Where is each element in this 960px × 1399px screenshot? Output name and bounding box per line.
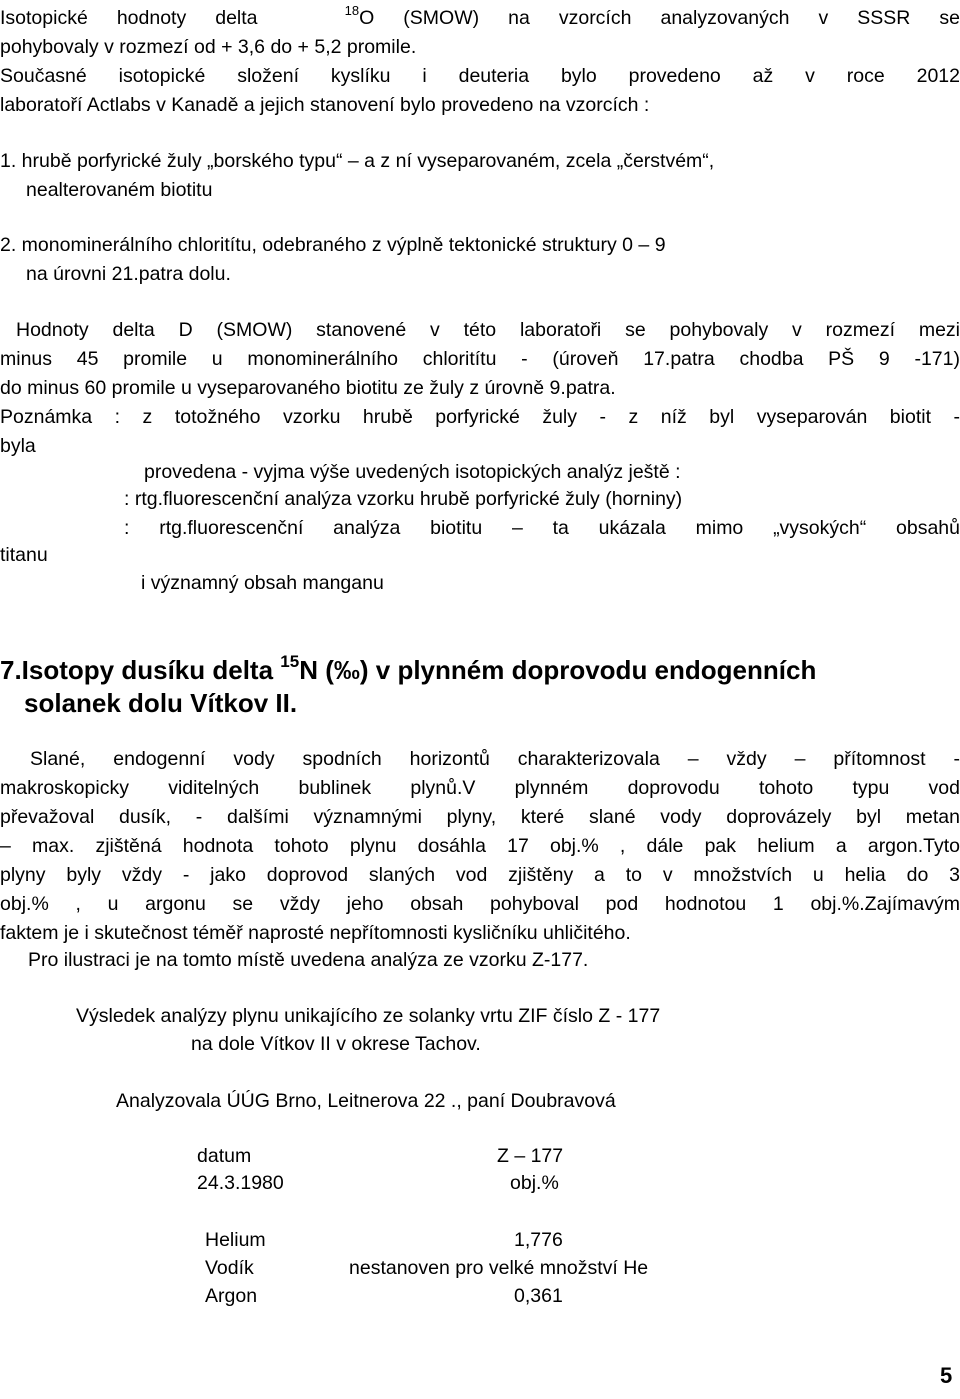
- table-date: 24.3.1980: [197, 1172, 284, 1194]
- result-title-line2: na dole Vítkov II v okrese Tachov.: [191, 1033, 481, 1055]
- superscript-15: 15: [280, 652, 300, 671]
- note-line6: titanu: [0, 544, 48, 566]
- note-line3: provedena - vyjma výše uvedených isotopických analýz ještě :: [144, 461, 681, 483]
- table-unit: obj.%: [510, 1172, 559, 1194]
- list-item-2-line1: 2. monominerálního chloritítu, odebraného z výplně tektonické struktury 0 – 9: [0, 234, 666, 256]
- para3-line2: makroskopicky viditelných bublinek plynů.V plynném doprovodu tohoto typu vod: [0, 777, 960, 799]
- analyst-line: Analyzovala ÚÚG Brno, Leitnerova 22 ., paní Doubravová: [116, 1090, 616, 1112]
- para1-line3: Současné isotopické složení kyslíku i deuteria bylo provedeno až v roce 2012: [0, 65, 960, 87]
- note-line5: : rtg.fluorescenční analýza biotitu – ta ukázala mimo „vysokých“ obsahů: [124, 517, 960, 539]
- para2-line3: do minus 60 promile u vyseparovaného biotitu ze žuly z úrovně 9.patra.: [0, 377, 616, 399]
- para3-line8: Pro ilustraci je na tomto místě uvedena analýza ze vzorku Z-177.: [28, 949, 589, 971]
- para1-line1: Isotopické hodnoty delta $^{18}$O (SMOW) na vzorcích analyzovaných v SSSR se: [0, 3, 960, 29]
- para3-line7: faktem je i skutečnost téměř naprosté nepřítomnosti kysličníku uhličitého.: [0, 922, 631, 944]
- table-head-left: datum: [197, 1145, 252, 1167]
- table-row-name: Argon: [205, 1285, 258, 1307]
- para3-line1: Slané, endogenní vody spodních horizontů charakterizovala – vždy – přítomnost -: [30, 748, 960, 770]
- para3-line3: převažoval dusík, - dalšími významnými plyny, které slané vody doprovázely byl metan: [0, 806, 960, 828]
- para2-line1: Hodnoty delta D (SMOW) stanovené v této laboratoři se pohybovaly v rozmezí mezi: [16, 319, 960, 341]
- table-row-value: 1,776: [514, 1229, 563, 1251]
- page-number: 5: [940, 1363, 953, 1388]
- section-heading-line2: solanek dolu Vítkov II.: [24, 688, 298, 718]
- table-row-name: Helium: [205, 1229, 266, 1251]
- table-head-right: Z – 177: [497, 1145, 564, 1167]
- list-item-1-line2: nealterovaném biotitu: [26, 179, 213, 201]
- note-line2: byla: [0, 435, 36, 457]
- para1-line4: laboratoří Actlabs v Kanadě a jejich stanovení bylo provedeno na vzorcích :: [0, 94, 650, 116]
- note-line4: : rtg.fluorescenční analýza vzorku hrubě porfyrické žuly (horniny): [124, 488, 683, 510]
- para3-line4: – max. zjištěná hodnota tohoto plynu dosáhla 17 obj.% , dále pak helium a argon.Tyto: [0, 835, 960, 857]
- table-row-value: nestanoven pro velké množství He: [349, 1257, 649, 1279]
- para3-line5: plyny byly vždy - jako doprovod slaných vod zjištěny a to v množstvích u helia do 3: [0, 864, 960, 886]
- para2-line2: minus 45 promile u monominerálního chloritítu - (úroveň 17.patra chodba PŠ 9 -171): [0, 348, 960, 370]
- result-title-line1: Výsledek analýzy plynu unikajícího ze solanky vrtu ZIF číslo Z - 177: [76, 1005, 661, 1027]
- note-line1: Poznámka : z totožného vzorku hrubě porfyrické žuly - z níž byl vyseparován biotit -: [0, 406, 960, 428]
- note-line7: i významný obsah manganu: [141, 572, 384, 594]
- para1-line2: pohybovaly v rozmezí od + 3,6 do + 5,2 promile.: [0, 36, 417, 58]
- list-item-2-line2: na úrovni 21.patra dolu.: [26, 263, 231, 285]
- table-row-value: 0,361: [514, 1285, 563, 1307]
- table-row-name: Vodík: [205, 1257, 254, 1279]
- section-heading: 7.Isotopy dusíku delta $^{15}$N (‰) v plynném doprovodu endogenních: [0, 652, 817, 685]
- list-item-1-line1: 1. hrubě porfyrické žuly „borského typu“ – a z ní vyseparovaném, zcela „čerstvém“,: [0, 150, 715, 172]
- superscript-18: 18: [344, 3, 360, 18]
- para3-line6: obj.% , u argonu se vždy jeho obsah pohyboval pod hodnotou 1 obj.%.Zajímavým: [0, 893, 960, 915]
